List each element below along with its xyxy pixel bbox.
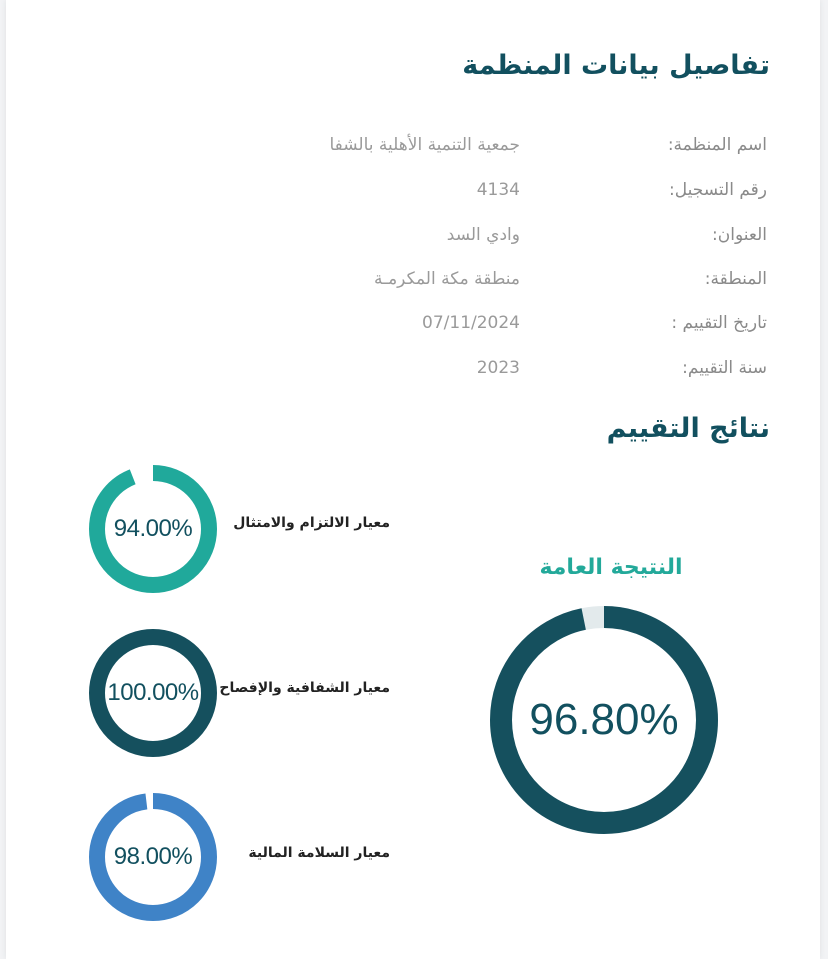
compliance-label: معيار الالتزام والامتثال [233,515,390,531]
financial-safety-value: 98.00% [113,843,193,870]
info-row-registration-number [307,180,767,210]
overall-result-label: النتيجة العامة [539,555,683,580]
org-details-title: تفاصيل بيانات المنظمة [462,50,770,81]
info-row-org-name [307,135,767,165]
info-label: اسم المنظمة: [667,135,767,155]
info-row-region [307,269,767,299]
info-label: تاريخ التقييم : [671,313,767,333]
info-label: المنطقة: [704,269,767,289]
results-title: نتائج التقييم [606,413,770,444]
info-value: 2023 [476,358,520,378]
overall-result-value: 96.80% [529,695,679,744]
info-label: العنوان: [712,225,767,245]
compliance-ring [88,464,218,594]
transparency-ring [88,628,218,758]
info-row-evaluation-date [307,313,767,343]
compliance-value: 94.00% [113,515,193,542]
info-label: سنة التقييم: [682,358,767,378]
financial-safety-ring [88,792,218,922]
info-value: منطقة مكة المكرمـة [373,269,520,289]
info-value: 4134 [476,180,520,200]
org-details-card [6,0,820,959]
info-value: 07/11/2024 [422,313,520,333]
info-value: وادي السد [446,225,520,245]
transparency-label: معيار الشفافية والإفصاح [219,680,390,696]
financial-safety-label: معيار السلامة المالية [248,845,390,861]
info-label: رقم التسجيل: [669,180,767,200]
info-row-address [307,225,767,255]
info-value: جمعية التنمية الأهلية بالشفا [329,135,520,155]
info-row-evaluation-year [307,358,767,388]
overall-result-ring [488,604,720,836]
transparency-value: 100.00% [107,679,199,706]
